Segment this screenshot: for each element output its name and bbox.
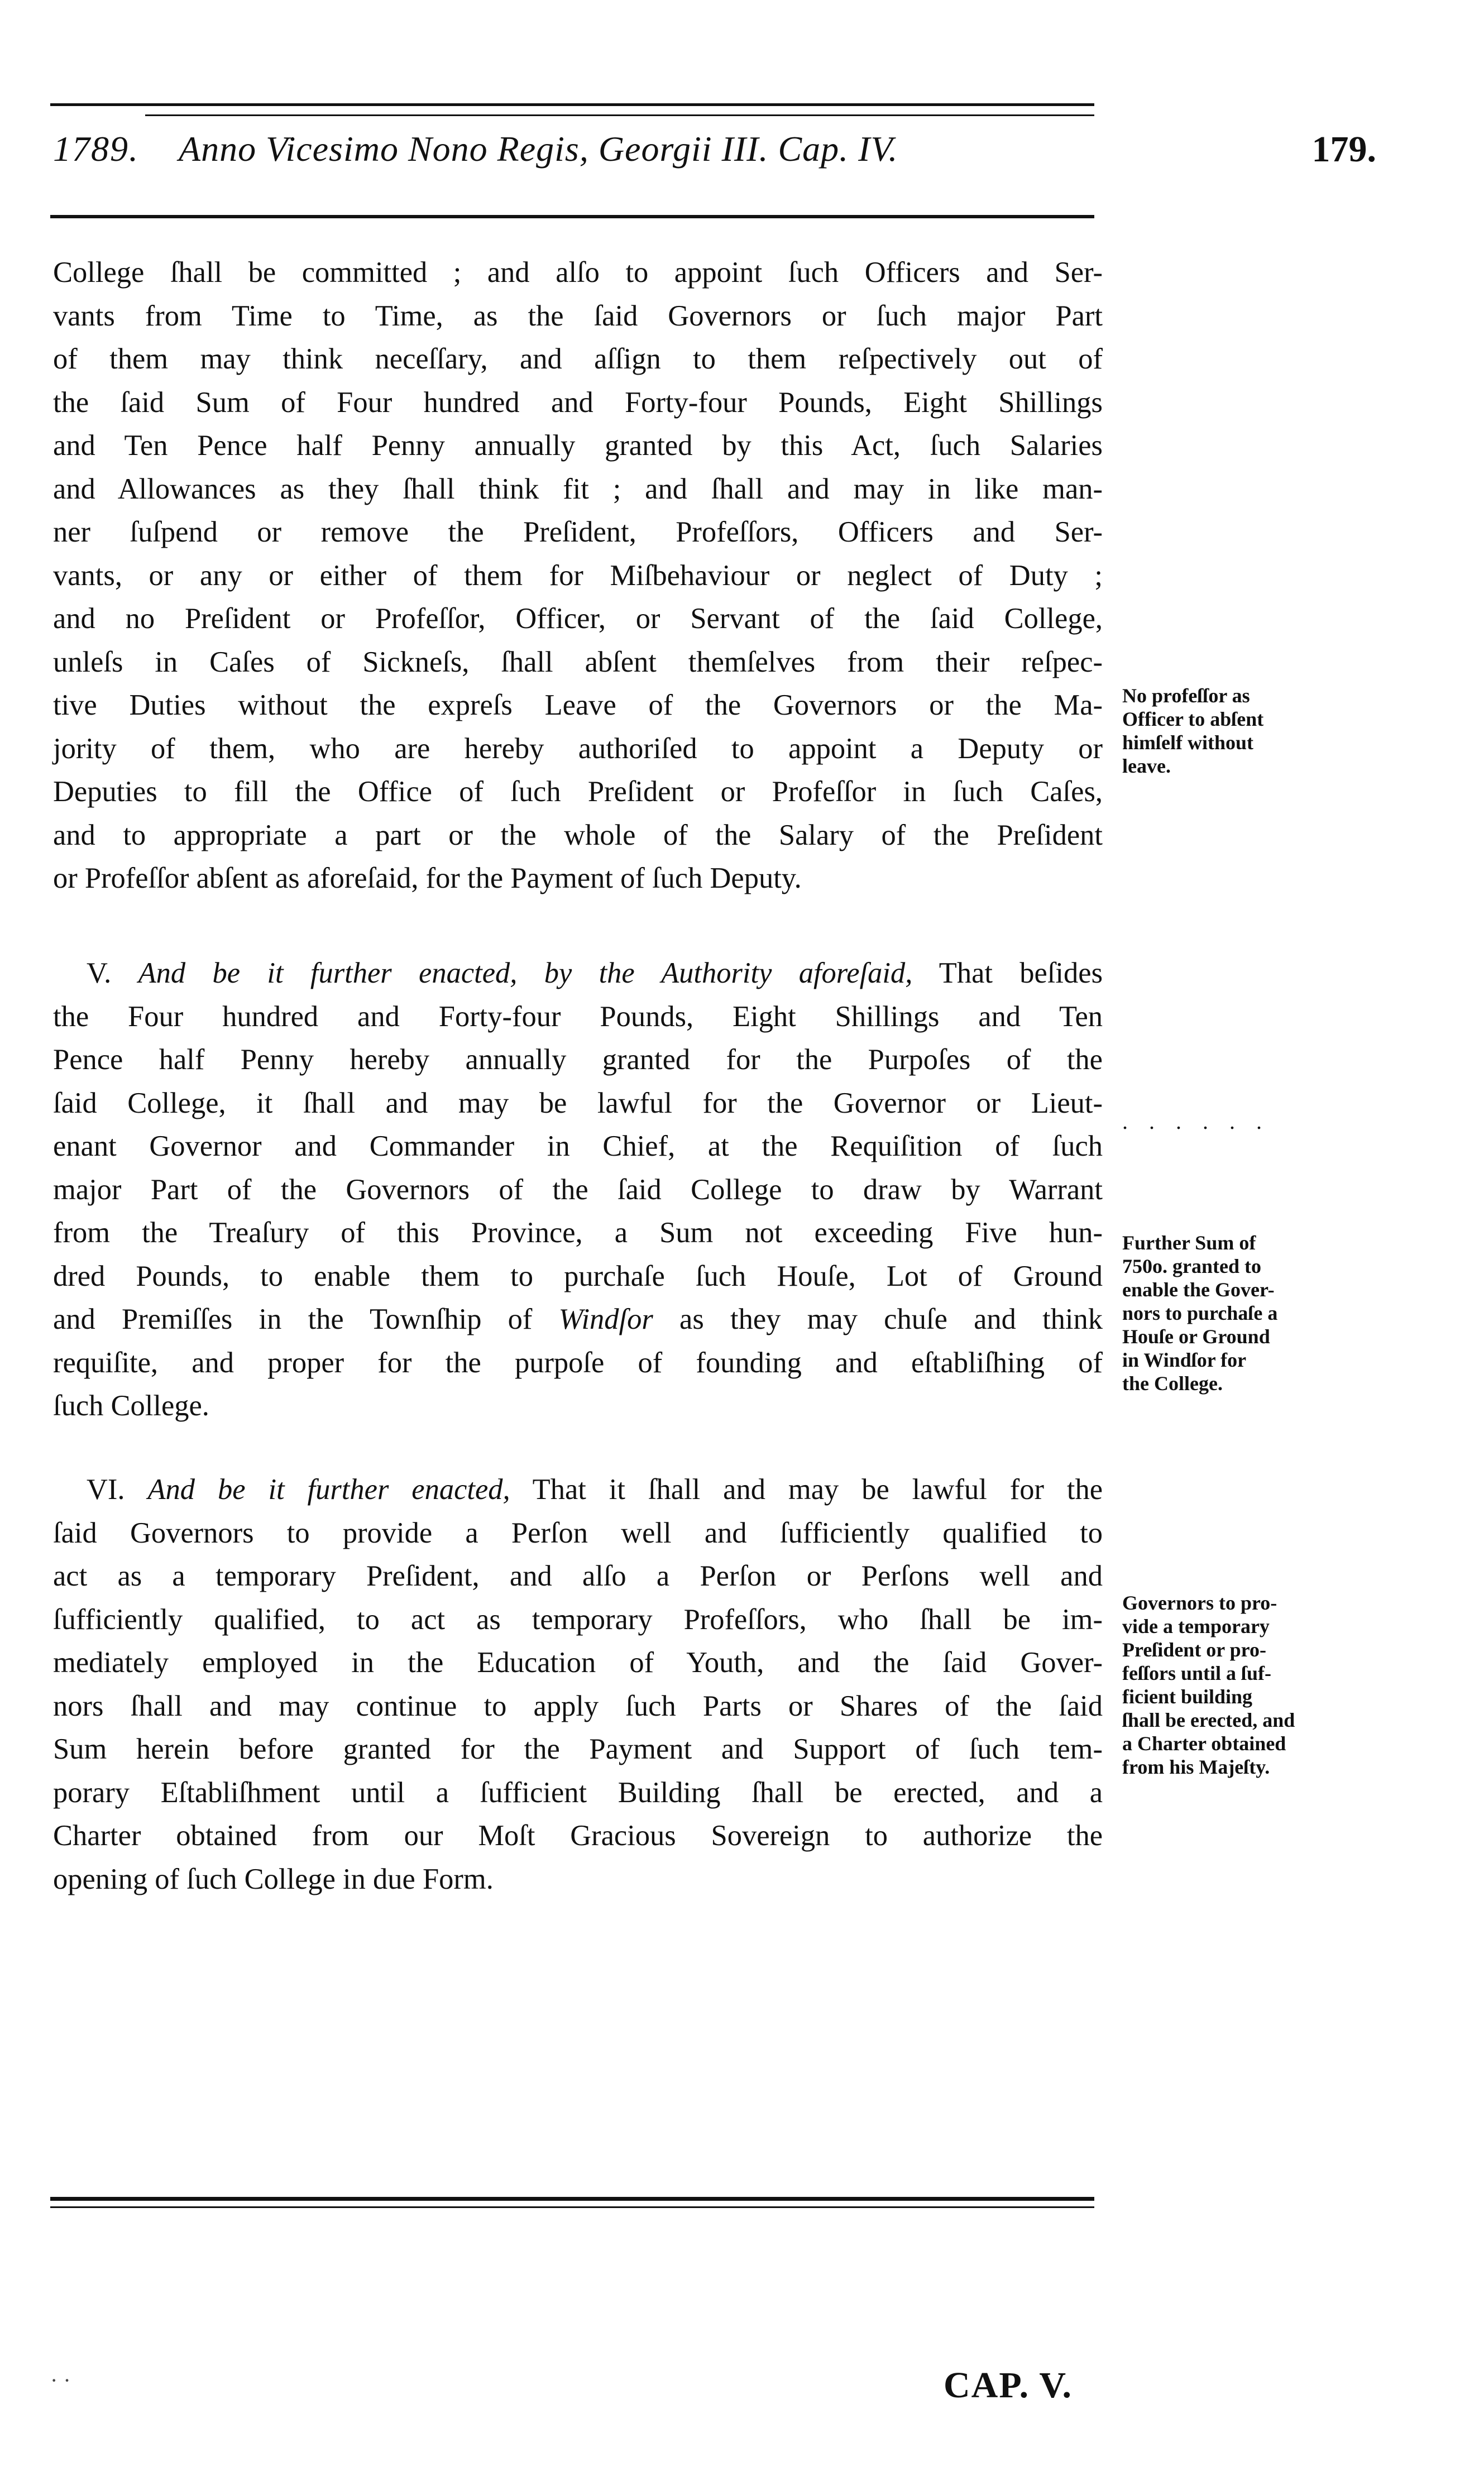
text-fragment: That it ſhall and may be lawful for the xyxy=(532,1473,1103,1506)
section-number: VI. xyxy=(87,1473,125,1506)
text-line: ſaid Governors to provide a Perſon well and ſufficiently qualified to xyxy=(53,1516,1103,1549)
text-line: Sum herein before granted for the Payment and Support of ſuch tem- xyxy=(53,1733,1103,1765)
text-line: ſufficiently qualified, to act as temporary Profeſſors, who ſhall be im- xyxy=(53,1603,1103,1636)
section-vi-first-line xyxy=(53,1468,1103,1512)
faint-dots: . . . . . . xyxy=(1122,1109,1270,1134)
header-title: Anno Vicesimo Nono Regis, Georgii III. Cap. IV. xyxy=(179,129,898,169)
text-line: the Four hundred and Forty-four Pounds, Eight Shillings and Ten xyxy=(53,1000,1103,1033)
margin-note-line: ſhall be erected, and xyxy=(1122,1709,1295,1731)
margin-note-line: leave. xyxy=(1122,755,1171,777)
margin-note-line: the College. xyxy=(1122,1372,1223,1395)
text-line: unleſs in Caſes of Sickneſs, ſhall abſent themſelves from their reſpec- xyxy=(53,645,1103,678)
header-rule xyxy=(50,215,1094,218)
margin-note-temporary-president xyxy=(1122,1591,1362,1779)
bottom-rule-thick xyxy=(50,2197,1094,2201)
text-line: and Allowances as they ſhall think fit ; and ſhall and may in like man- xyxy=(53,472,1103,505)
print-specks: · · xyxy=(50,2368,71,2393)
text-line: ner ſuſpend or remove the Preſident, Profeſſors, Officers and Ser- xyxy=(53,516,1103,548)
text-line: enant Governor and Commander in Chief, at the Requiſition of ſuch xyxy=(53,1130,1103,1162)
margin-note-line: feſſors until a ſuf- xyxy=(1122,1662,1271,1684)
text-line: or Profeſſor abſent as aforeſaid, for the Payment of ſuch Deputy. xyxy=(53,862,802,894)
catchword: CAP. V. xyxy=(944,2365,1073,2406)
margin-note-line: Further Sum of xyxy=(1122,1232,1256,1254)
text-line: ſaid College, it ſhall and may be lawful for the Governor or Lieut- xyxy=(53,1086,1103,1119)
margin-note-line: ficient building xyxy=(1122,1685,1253,1708)
text-line: jority of them, who are hereby authoriſed to appoint a Deputy or xyxy=(53,732,1103,765)
page-number: 179. xyxy=(1311,129,1376,170)
text-fragment: as they may chuſe and think xyxy=(679,1303,1103,1335)
section-vi xyxy=(53,1468,1103,1901)
bottom-rule-thin xyxy=(50,2206,1094,2208)
text-line: nors ſhall and may continue to apply ſuch Parts or Shares of the ſaid xyxy=(53,1689,1103,1722)
top-rule-thin xyxy=(50,103,1094,106)
text-line: tive Duties without the expreſs Leave of the Governors or the Ma- xyxy=(53,689,1103,721)
margin-note-line: vide a temporary xyxy=(1122,1615,1270,1637)
text-line: Charter obtained from our Moſt Gracious Sovereign to authorize the xyxy=(53,1819,1103,1852)
text-fragment: and Premiſſes in the Townſhip of xyxy=(53,1303,533,1335)
text-line: porary Eſtabliſhment until a ſufficient Building ſhall be erected, and a xyxy=(53,1776,1103,1809)
paragraph-continuation xyxy=(53,251,1103,901)
margin-note-line: 750o. granted to xyxy=(1122,1255,1261,1277)
text-line: vants from Time to Time, as the ſaid Governors or ſuch major Part xyxy=(53,299,1103,332)
margin-note-line: himſelf without xyxy=(1122,731,1254,754)
place-name: Windſor xyxy=(558,1303,653,1335)
top-rule-2 xyxy=(145,114,1094,116)
margin-note-line: enable the Gover- xyxy=(1122,1278,1275,1301)
margin-note-line: Officer to abſent xyxy=(1122,708,1264,730)
text-fragment: That beſides xyxy=(939,957,1103,989)
enacting-clause: And be it further enacted, by the Authority aforeſaid, xyxy=(138,957,913,989)
text-line: from the Treaſury of this Province, a Sum not exceeding Five hun- xyxy=(53,1217,1103,1249)
text-line: Pence half Penny hereby annually granted for the Purpoſes of the xyxy=(53,1043,1103,1076)
text-line: of them may think neceſſary, and aſſign to them reſpectively out of xyxy=(53,343,1103,375)
section-v xyxy=(53,952,1103,1428)
text-line: dred Pounds, to enable them to purchaſe ſuch Houſe, Lot of Ground xyxy=(53,1260,1103,1292)
margin-note-line: nors to purchaſe a xyxy=(1122,1302,1278,1324)
margin-note-line: Houſe or Ground xyxy=(1122,1325,1270,1348)
text-line: Deputies to fill the Office of ſuch Preſident or Profeſſor in ſuch Caſes, xyxy=(53,775,1103,808)
text-line: and no Preſident or Profeſſor, Officer, or Servant of the ſaid College, xyxy=(53,602,1103,635)
text-line: major Part of the Governors of the ſaid College to draw by Warrant xyxy=(53,1173,1103,1206)
text-line: mediately employed in the Education of Youth, and the ſaid Gover- xyxy=(53,1646,1103,1679)
text-line: and Ten Pence half Penny annually granted by this Act, ſuch Salaries xyxy=(53,429,1103,462)
text-line: requiſite, and proper for the purpoſe of founding and eſtabliſhing of xyxy=(53,1346,1103,1379)
text-line: ſuch College. xyxy=(53,1390,209,1422)
margin-note-line: Preſident or pro- xyxy=(1122,1639,1266,1661)
margin-note-line: a Charter obtained xyxy=(1122,1732,1286,1755)
running-header xyxy=(53,128,1376,190)
margin-note-absence xyxy=(1122,684,1362,778)
enacting-clause: And be it further enacted, xyxy=(147,1473,510,1506)
margin-note-line: Governors to pro- xyxy=(1122,1592,1277,1614)
windsor-line xyxy=(53,1298,1103,1342)
text-line: the ſaid Sum of Four hundred and Forty-four Pounds, Eight Shillings xyxy=(53,386,1103,419)
margin-note-further-sum xyxy=(1122,1231,1362,1395)
text-line: College ſhall be committed ; and alſo to appoint ſuch Officers and Ser- xyxy=(53,256,1103,289)
header-year: 1789. xyxy=(53,129,139,169)
margin-note-line: No profeſſor as xyxy=(1122,684,1250,707)
text-line: act as a temporary Preſident, and alſo a Perſon or Perſons well and xyxy=(53,1560,1103,1592)
section-v-first-line xyxy=(53,952,1103,995)
text-line: and to appropriate a part or the whole of the Salary of the Preſident xyxy=(53,818,1103,851)
margin-note-line: from his Majeſty. xyxy=(1122,1756,1270,1778)
section-number: V. xyxy=(87,957,112,989)
text-line: vants, or any or either of them for Miſbehaviour or neglect of Duty ; xyxy=(53,559,1103,592)
margin-note-line: in Windſor for xyxy=(1122,1349,1247,1371)
text-line: opening of ſuch College in due Form. xyxy=(53,1862,494,1895)
